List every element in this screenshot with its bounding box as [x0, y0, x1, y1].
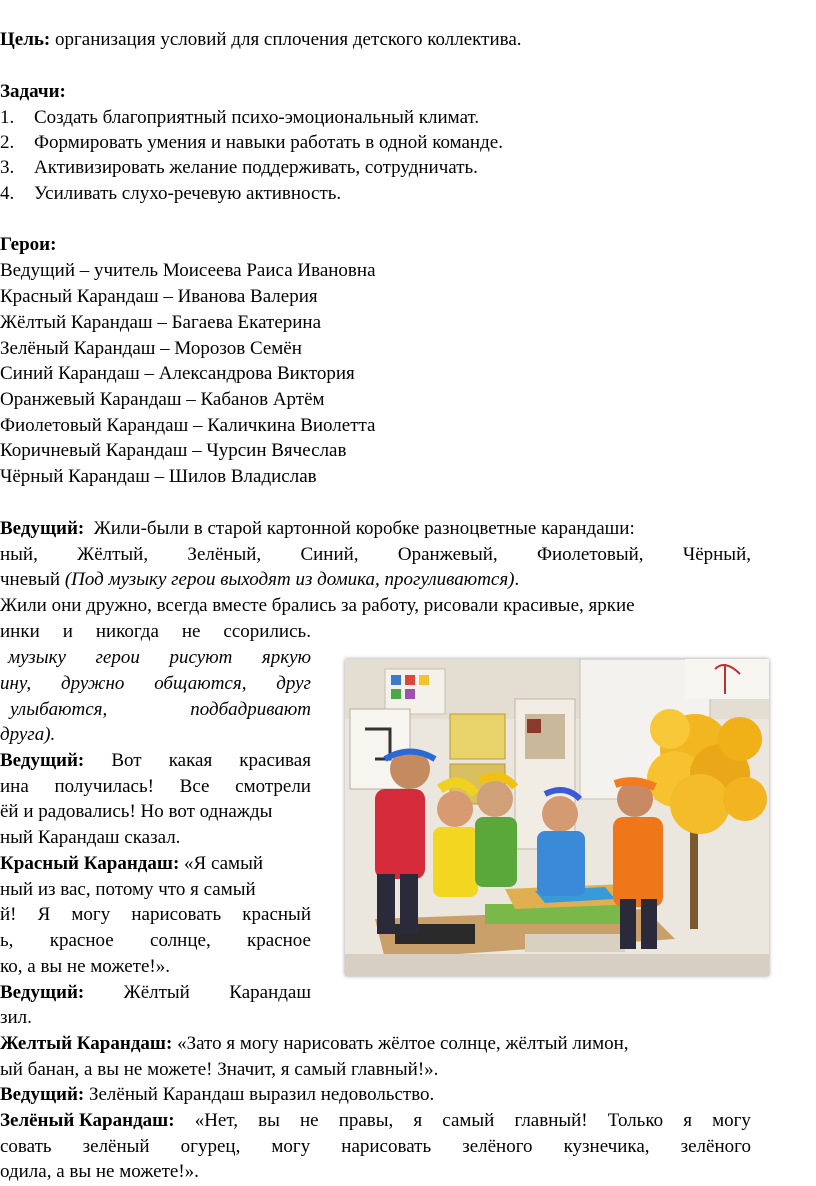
classroom-photo — [345, 659, 769, 976]
p4-line2: ный из вас, потому что я самый — [0, 879, 256, 900]
hero-item: Синий Карандаш – Александрова Виктория — [0, 363, 355, 384]
hero-item: Ведущий – учитель Моисеева Раиса Ивановна — [0, 260, 376, 281]
p4-line5: ко, а вы не можете!». — [0, 956, 170, 977]
goal-text: организация условий для сплочения детского коллектива. — [50, 29, 522, 50]
p4-line3: й! Я могу нарисовать красный — [0, 904, 311, 925]
goal-line — [0, 28, 522, 52]
speaker-label: Красный Карандаш: — [0, 853, 180, 874]
p7-line1: Ведущий: Зелёный Карандаш выразил недовольство. — [0, 1084, 435, 1105]
hero-item: Жёлтый Карандаш – Багаева Екатерина — [0, 312, 322, 333]
p3-line4: ный Карандаш сказал. — [0, 827, 181, 848]
hero-item: Оранжевый Карандаш – Кабанов Артём — [0, 389, 325, 410]
hero-item: Фиолетовый Карандаш – Каличкина Виолетта — [0, 415, 376, 436]
p1-line1: Ведущий: Жили-были в старой картонной коробке разноцветные карандаши: — [0, 518, 635, 539]
p4-line4: ь, красное солнце, красное — [0, 930, 311, 951]
speaker-label: Ведущий: — [0, 982, 85, 1003]
stage-direction-line4: друга). — [0, 724, 56, 745]
p2-line1: Жили они дружно, всегда вместе брались за работу, рисовали красивые, яркие — [0, 595, 635, 616]
hero-item: Коричневый Карандаш – Чурсин Вячеслав — [0, 440, 347, 461]
p6-line1: Желтый Карандаш: «Зато я могу нарисовать жёлтое солнце, жёлтый лимон, — [0, 1033, 629, 1054]
speaker-label: Ведущий: — [0, 750, 85, 771]
p1-line3: чневый (Под музыку герои выходят из домика, прогуливаются). — [0, 569, 520, 590]
p5-line1: Ведущий: Жёлтый Карандаш — [0, 982, 311, 1003]
p4-line1: Красный Карандаш: «Я самый — [0, 853, 264, 874]
task-item: 3. Активизировать желание поддерживать, сотрудничать. — [0, 157, 478, 178]
stage-direction: (Под музыку герои выходят из домика, прогуливаются) — [64, 569, 515, 590]
tasks-heading: Задачи: — [0, 81, 66, 102]
hero-item: Зелёный Карандаш – Морозов Семён — [0, 338, 302, 359]
p3-line3: ёй и радовались! Но вот однажды — [0, 801, 273, 822]
p8-line2: совать зелёный огурец, могу нарисовать зелёного кузнечика, зелёного — [0, 1136, 751, 1157]
task-item: 2. Формировать умения и навыки работать в одной команде. — [0, 132, 503, 153]
speaker-label: Зелёный Карандаш: — [0, 1110, 175, 1131]
goal-label: Цель: — [0, 29, 51, 50]
task-item: 1. Создать благоприятный психо-эмоциональный климат. — [0, 107, 480, 128]
p3-line1: Ведущий: Вот какая красивая — [0, 750, 311, 771]
stage-direction-line2: ину, дружно общаются, друг — [0, 673, 311, 694]
p1-line2: ный, Жёлтый, Зелёный, Синий, Оранжевый, Фиолетовый, Чёрный, — [0, 544, 751, 565]
p8-line1: Зелёный Карандаш: «Нет, вы не правы, я самый главный! Только я могу — [0, 1110, 751, 1131]
heroes-heading: Герои: — [0, 234, 57, 255]
stage-direction-line3: улыбаются, подбадривают — [10, 699, 311, 720]
p5-line2: зил. — [0, 1007, 32, 1028]
speaker-label: Желтый Карандаш: — [0, 1033, 173, 1054]
speaker-label: Ведущий: — [0, 518, 85, 539]
hero-item: Чёрный Карандаш – Шилов Владислав — [0, 466, 317, 487]
p3-line2: ина получилась! Все смотрели — [0, 776, 311, 797]
task-item: 4. Усиливать слухо-речевую активность. — [0, 183, 342, 204]
speaker-label: Ведущий: — [0, 1084, 85, 1105]
hero-item: Красный Карандаш – Иванова Валерия — [0, 286, 318, 307]
p8-line3: одила, а вы не можете!». — [0, 1161, 199, 1182]
p2-line2: инки и никогда не ссорились. — [0, 621, 311, 642]
stage-direction-line1: музыку герои рисуют яркую — [8, 647, 311, 668]
p6-line2: ый банан, а вы не можете! Значит, я самый главный!». — [0, 1059, 439, 1080]
